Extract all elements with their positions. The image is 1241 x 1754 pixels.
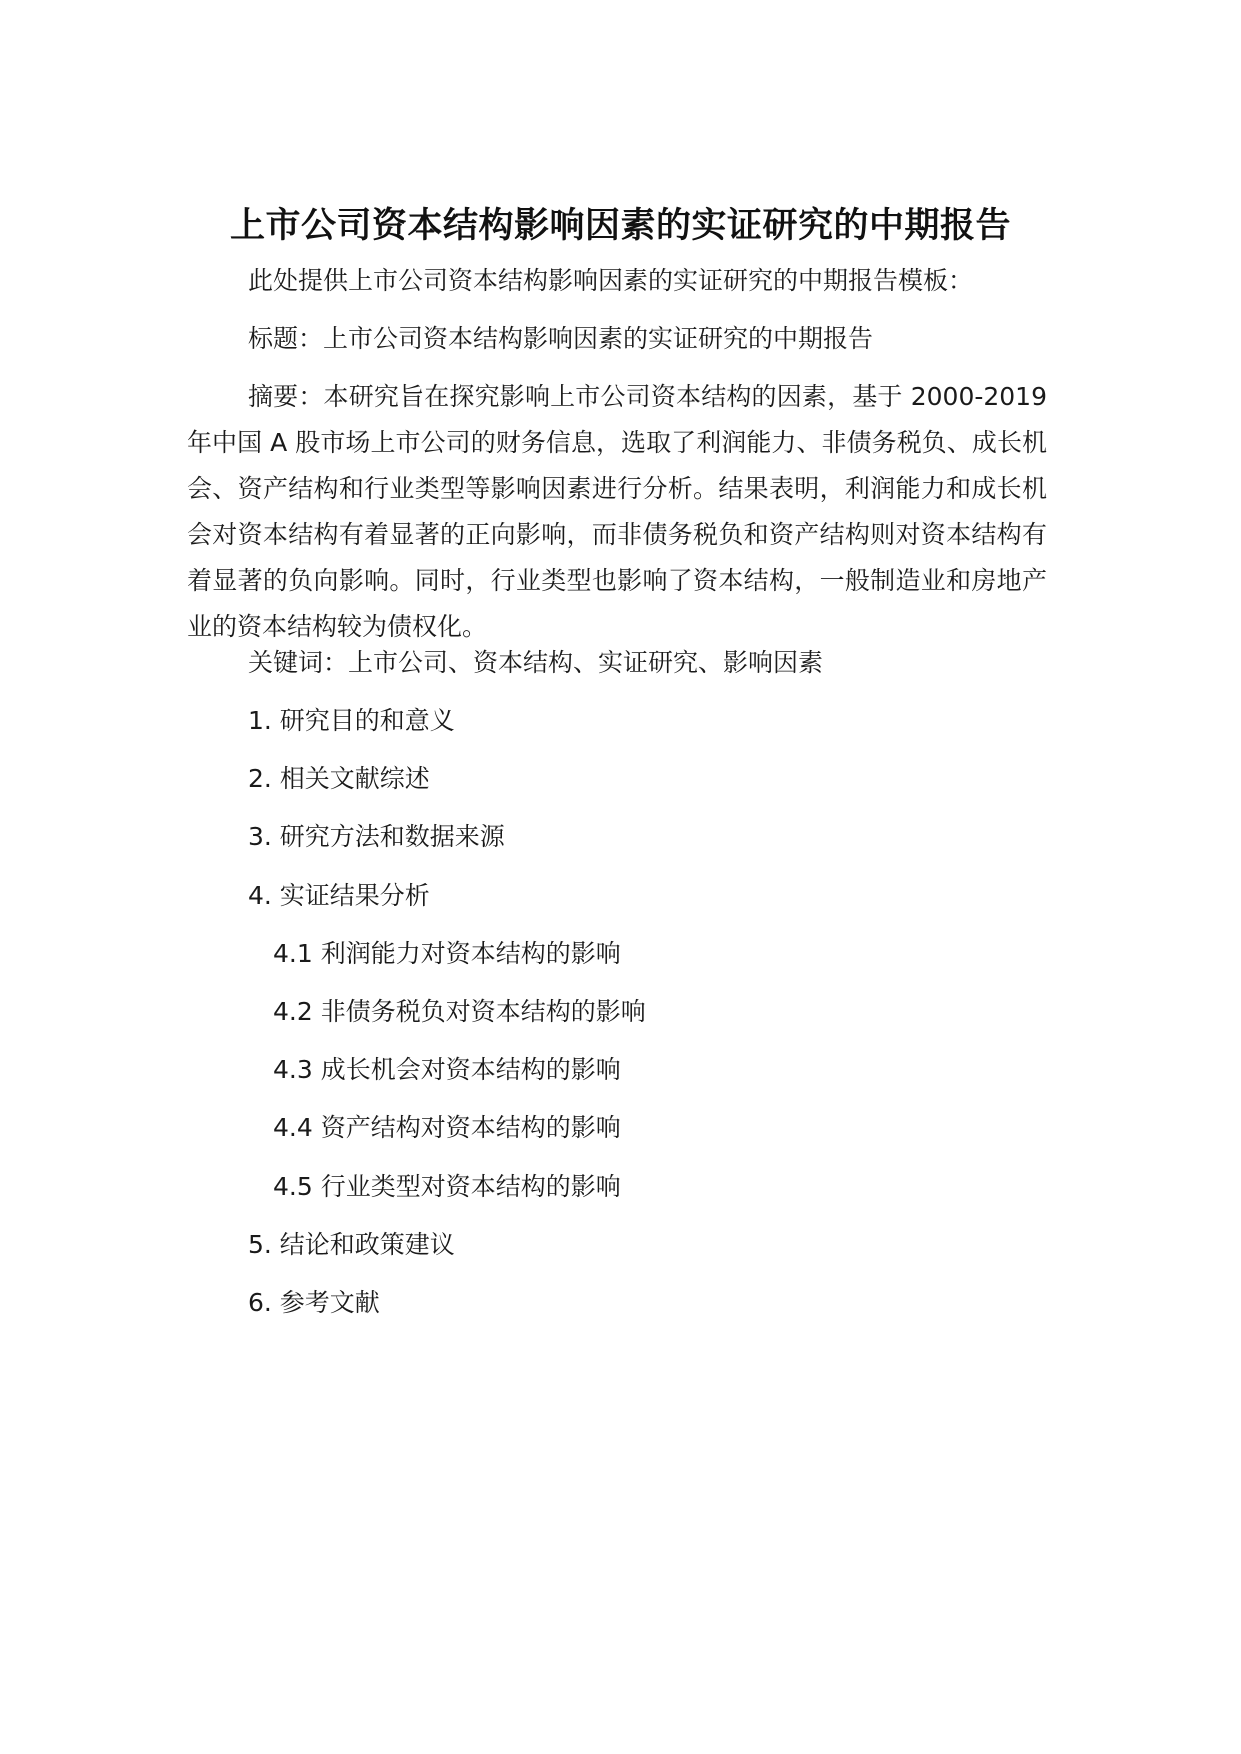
outline-item-2: 2. 相关文献综述: [248, 764, 430, 793]
abstract-paragraph: 摘要：本研究旨在探究影响上市公司资本结构的因素，基于 2000-2019 年中国 A 股市场上市公司的财务信息，选取了利润能力、非债务税负、成长机会、资产结构和行业类型等影响因素进行分析。结果表明，利润能力和成长机会对资本结构有着显著的正向影响，而非债务税负和资产结构则对资本结构有着显著的负向影响。同时，行业类型也影响了资本结构，一般制造业和房地产业的资本结构较为债权化。: [187, 382, 1047, 641]
outline-item-4: 4. 实证结果分析: [248, 881, 430, 910]
outline-item-4-1: 4.1 利润能力对资本结构的影响: [273, 939, 621, 968]
outline-item-5: 5. 结论和政策建议: [248, 1230, 455, 1259]
outline-item-3: 3. 研究方法和数据来源: [248, 822, 505, 851]
outline-item-4-5: 4.5 行业类型对资本结构的影响: [273, 1172, 621, 1201]
document-title: 上市公司资本结构影响因素的实证研究的中期报告: [229, 206, 1011, 247]
outline-item-4-2: 4.2 非债务税负对资本结构的影响: [273, 997, 646, 1026]
intro-paragraph: 此处提供上市公司资本结构影响因素的实证研究的中期报告模板：: [248, 266, 974, 295]
keywords-line: 关键词：上市公司、资本结构、实证研究、影响因素: [248, 648, 824, 677]
outline-item-4-4: 4.4 资产结构对资本结构的影响: [273, 1113, 621, 1142]
outline-item-1: 1. 研究目的和意义: [248, 706, 455, 735]
title-line: 标题：上市公司资本结构影响因素的实证研究的中期报告: [248, 324, 874, 353]
outline-item-6: 6. 参考文献: [248, 1288, 380, 1317]
outline-item-4-3: 4.3 成长机会对资本结构的影响: [273, 1055, 621, 1084]
